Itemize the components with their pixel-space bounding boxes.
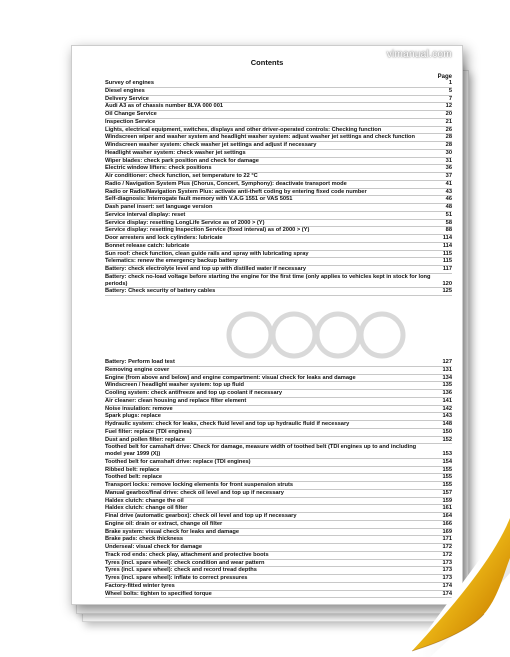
toc-entry-label: Wheel bolts: tighten to specified torque <box>105 590 212 597</box>
toc-entry <box>105 498 452 506</box>
toc-entry <box>105 459 452 467</box>
toc-entry <box>105 119 452 127</box>
toc-entry <box>105 536 452 544</box>
toc-entry <box>105 444 452 459</box>
toc-entry-page: 157 <box>442 489 452 496</box>
toc-entry-label: Factory-fitted winter tyres <box>105 582 175 589</box>
toc-entry <box>105 544 452 552</box>
toc-entry-label: Air conditioner: check function, set temperature to 22 °C <box>105 173 258 179</box>
toc-entry <box>105 513 452 521</box>
toc-entry-label: Service display: resetting LongLife Service as of 2000 > (Y) <box>105 219 265 226</box>
toc-entry-page: 46 <box>445 196 452 203</box>
toc-entry-page: 114 <box>442 235 452 241</box>
toc-entry-label: Toothed belt for camshaft drive: replace (TDI engines) <box>105 458 251 465</box>
toc-entry <box>105 375 452 383</box>
toc-entry-page: 166 <box>442 520 452 527</box>
toc-entry-page: 58 <box>445 219 452 226</box>
toc-entry-page: 173 <box>442 559 452 566</box>
toc-entry-label: Brake system: visual check for leaks and damage <box>105 528 240 535</box>
toc-entry-page: 155 <box>442 466 452 473</box>
toc-entry-label: Diesel engines <box>105 87 145 94</box>
toc-entry <box>105 243 452 251</box>
toc-entry-page: 43 <box>445 188 452 195</box>
toc-entry-label: Dash panel insert: set language version <box>105 204 213 210</box>
toc-entry <box>105 266 452 274</box>
toc-entry-page: 152 <box>442 436 452 443</box>
toc-entry-label: Battery: check electrolyte level and top up with distilled water if necessary <box>105 266 307 272</box>
toc-entry <box>105 552 452 560</box>
toc-entry-page: 20 <box>445 111 452 117</box>
toc-entry-label: Oil Change Service <box>105 111 157 117</box>
document-page <box>71 45 463 605</box>
toc-entry <box>105 575 452 583</box>
toc-entry-label: Tyres (incl. spare wheel): check and record tread depths <box>105 567 257 574</box>
toc-entry-label: Delivery Service <box>105 95 149 102</box>
toc-entry <box>105 127 452 135</box>
toc-entry-page: 143 <box>442 413 452 420</box>
toc-entry-page: 173 <box>442 575 452 581</box>
toc-entry-label: Toothed belt for camshaft drive: Check for damage, measure width of toothed belt (TDI engines up to and including model year 1999 (X)) <box>105 444 417 457</box>
toc-entry-page: 131 <box>442 366 452 373</box>
toc-entry-label: Engine (from above and below) and engine compartment: visual check for leaks and damage <box>105 374 356 381</box>
toc-entry-label: Track rod ends: check play, attachment and protective boots <box>105 551 269 558</box>
toc-entry-label: Haldex clutch: change oil filter <box>105 505 188 512</box>
audi-rings-watermark <box>222 309 412 361</box>
toc-entry-page: 127 <box>442 359 452 365</box>
toc-entry-label: Telematics: renew the emergency backup battery <box>105 258 238 265</box>
toc-entry-label: Brake pads: check thickness <box>105 536 184 543</box>
toc-entry-label: Self-diagnosis: Interrogate fault memory with V.A.G 1551 or VAS 5051 <box>105 196 293 203</box>
toc-entry-label: Service display: resetting Inspection Service (fixed interval) as of 2000 > (Y) <box>105 227 310 234</box>
toc-entry-label: Audi A3 as of chassis number 8LYA 000 001 <box>105 103 224 110</box>
toc-entry-label: Manual gearbox/final drive: check oil level and top up if necessary <box>105 489 284 496</box>
toc-entry-label: Air cleaner: clean housing and replace filter element <box>105 397 247 404</box>
toc-entry <box>105 212 452 220</box>
toc-entry-label: Windscreen wiper and washer system and headlight washer system: adjust washer jet settings and check function <box>105 134 416 141</box>
toc-entry-page: 7 <box>448 95 452 102</box>
toc-entry-label: Transport locks: remove locking elements for front suspension struts <box>105 482 294 488</box>
toc-entry-page: 51 <box>445 211 452 218</box>
toc-entry-label: Fuel filter: replace (TDI engines) <box>105 428 192 435</box>
toc-entry-label: Windscreen / headlight washer system: top up fluid <box>105 382 244 389</box>
toc-entry <box>105 111 452 119</box>
toc-entry-label: Final drive (automatic gearbox): check oil level and top up if necessary <box>105 513 297 519</box>
toc-entry <box>105 181 452 189</box>
toc-entry <box>105 150 452 158</box>
toc-entry-label: Tyres (incl. spare wheel): inflate to correct pressures <box>105 575 248 581</box>
toc-entry <box>105 505 452 513</box>
toc-entry-label: Radio / Navigation System Plus (Chorus, Concert, Symphony): deactivate transport mode <box>105 180 347 187</box>
toc-entry-label: Inspection Service <box>105 118 156 125</box>
toc-entry-page: 28 <box>445 142 452 148</box>
toc-entry-page: 115 <box>442 258 452 265</box>
toc-entry-page: 173 <box>442 567 452 574</box>
toc-entry-label: Wiper blades: check park position and check for damage <box>105 157 259 164</box>
toc-entry <box>105 258 452 266</box>
toc-entry <box>105 437 452 445</box>
toc-entry-page: 154 <box>442 458 452 465</box>
toc-entry <box>105 474 452 482</box>
toc-entry <box>105 96 452 104</box>
toc-entry <box>105 220 452 228</box>
toc-entry <box>105 490 452 498</box>
toc-entry <box>105 529 452 537</box>
toc-entry <box>105 367 452 375</box>
toc-entry-label: Hydraulic system: check for leaks, check fluid level and top up hydraulic fluid if necessary <box>105 421 350 427</box>
toc-entry-page: 161 <box>442 505 452 512</box>
toc-entry-page: 21 <box>445 118 452 125</box>
toc-entry-page: 28 <box>445 134 452 141</box>
toc-entry <box>105 359 452 367</box>
toc-entry-label: Bonnet release catch: lubricate <box>105 242 190 249</box>
toc-entry-page: 31 <box>445 157 452 164</box>
toc-entry <box>105 88 452 96</box>
toc-entry-page: 172 <box>442 544 452 550</box>
toc-entry-label: Door arresters and lock cylinders: lubricate <box>105 235 223 241</box>
toc-entry-label: Spark plugs: replace <box>105 413 161 420</box>
toc-entry <box>105 204 452 212</box>
toc-entry <box>105 406 452 414</box>
toc-entry-label: Electric window lifters: check positions <box>105 165 212 172</box>
toc-entry-page: 115 <box>442 250 452 257</box>
toc-entry <box>105 583 452 591</box>
toc-entry-page: 153 <box>442 451 452 457</box>
toc-entry-page: 26 <box>445 126 452 133</box>
toc-entry-page: 142 <box>442 405 452 412</box>
toc-entry-label: Survey of engines <box>105 80 154 86</box>
toc-entry-label: Sun roof: check function, clean guide rails and spray with lubricating spray <box>105 250 309 257</box>
toc-entry-page: 172 <box>442 551 452 558</box>
toc-entry <box>105 134 452 142</box>
toc-entry-label: Removing engine cover <box>105 366 170 373</box>
toc-entry <box>105 196 452 204</box>
page-column-header: Page <box>437 74 452 80</box>
toc-entry-page: 174 <box>442 590 452 597</box>
toc-entry <box>105 80 452 88</box>
toc-entry <box>105 251 452 259</box>
toc-entry-label: Haldex clutch: change the oil <box>105 497 184 504</box>
toc-entry <box>105 158 452 166</box>
toc-entry-label: Windscreen washer system: check washer jet settings and adjust if necessary <box>105 142 317 148</box>
toc-entry <box>105 567 452 575</box>
toc-entry-page: 48 <box>445 204 452 210</box>
toc-entry-page: 120 <box>442 280 452 287</box>
toc-entry-label: Battery: check no-load voltage before starting the engine for the first time (only applies to vehicles kept in stock for long periods) <box>105 273 431 287</box>
toc-entry-label: Ribbed belt: replace <box>105 466 160 473</box>
toc-entry <box>105 382 452 390</box>
toc-entry <box>105 103 452 111</box>
toc-section-2 <box>105 359 452 598</box>
toc-entry-label: Battery: Perform load test <box>105 359 175 365</box>
toc-entry-page: 135 <box>442 382 452 389</box>
toc-entry-page: 37 <box>445 173 452 179</box>
toc-entry <box>105 288 452 296</box>
toc-entry-page: 36 <box>445 165 452 172</box>
toc-entry-page: 125 <box>442 288 452 295</box>
toc-entry-page: 150 <box>442 428 452 435</box>
toc-entry-page: 117 <box>442 266 452 272</box>
toc-entry-page: 148 <box>442 421 452 427</box>
toc-entry-page: 155 <box>442 474 452 481</box>
toc-entry-page: 41 <box>445 180 452 187</box>
toc-entry-page: 174 <box>442 582 452 589</box>
toc-entry <box>105 189 452 197</box>
toc-entry <box>105 274 452 289</box>
toc-entry-label: Tyres (incl. spare wheel): check condition and wear pattern <box>105 559 265 566</box>
toc-entry-page: 164 <box>442 513 452 519</box>
toc-entry-label: Underseal: visual check for damage <box>105 544 203 550</box>
toc-entry-label: Toothed belt: replace <box>105 474 163 481</box>
toc-entry-label: Battery: Check security of battery cables <box>105 288 216 295</box>
toc-entry-label: Engine oil: drain or extract, change oil filter <box>105 520 223 527</box>
page-title: Contents <box>250 58 284 67</box>
toc-entry <box>105 165 452 173</box>
toc-entry <box>105 482 452 490</box>
toc-entry-label: Radio or Radio/Navigation System Plus: activate anti-theft coding by entering fixed code number <box>105 188 367 195</box>
toc-entry-label: Lights, electrical equipment, switches, displays and other driver-operated controls: Checking function <box>105 126 382 133</box>
toc-section-1 <box>105 80 452 296</box>
toc-entry-label: Noise insulation: remove <box>105 405 173 412</box>
toc-entry-page: 1 <box>448 80 452 86</box>
toc-entry <box>105 467 452 475</box>
toc-entry-page: 5 <box>448 87 452 94</box>
toc-entry-page: 159 <box>442 497 452 504</box>
toc-entry <box>105 521 452 529</box>
toc-entry-page: 171 <box>442 536 452 543</box>
toc-entry <box>105 429 452 437</box>
toc-entry <box>105 413 452 421</box>
toc-entry-page: 136 <box>442 390 452 396</box>
site-watermark: vimanual.com <box>386 49 452 60</box>
toc-entry <box>105 591 452 599</box>
toc-entry-page: 141 <box>442 397 452 404</box>
toc-entry-label: Headlight washer system: check washer jet settings <box>105 149 246 156</box>
toc-entry-page: 114 <box>442 242 452 249</box>
toc-entry-label: Dust and pollen filter: replace <box>105 436 185 443</box>
page-curl-corner <box>408 518 510 657</box>
toc-entry <box>105 390 452 398</box>
toc-entry <box>105 235 452 243</box>
toc-entry-page: 88 <box>445 227 452 234</box>
toc-entry-label: Service interval display: reset <box>105 211 186 218</box>
toc-entry <box>105 173 452 181</box>
toc-entry <box>105 227 452 235</box>
toc-entry-page: 12 <box>445 103 452 110</box>
toc-entry <box>105 142 452 150</box>
toc-entry-page: 169 <box>442 528 452 535</box>
toc-entry-page: 30 <box>445 149 452 156</box>
toc-entry <box>105 560 452 568</box>
toc-entry-page: 134 <box>442 374 452 381</box>
toc-entry <box>105 421 452 429</box>
toc-entry-page: 155 <box>442 482 452 488</box>
toc-entry-label: Cooling system: check antifreeze and top up coolant if necessary <box>105 390 282 396</box>
toc-entry <box>105 398 452 406</box>
